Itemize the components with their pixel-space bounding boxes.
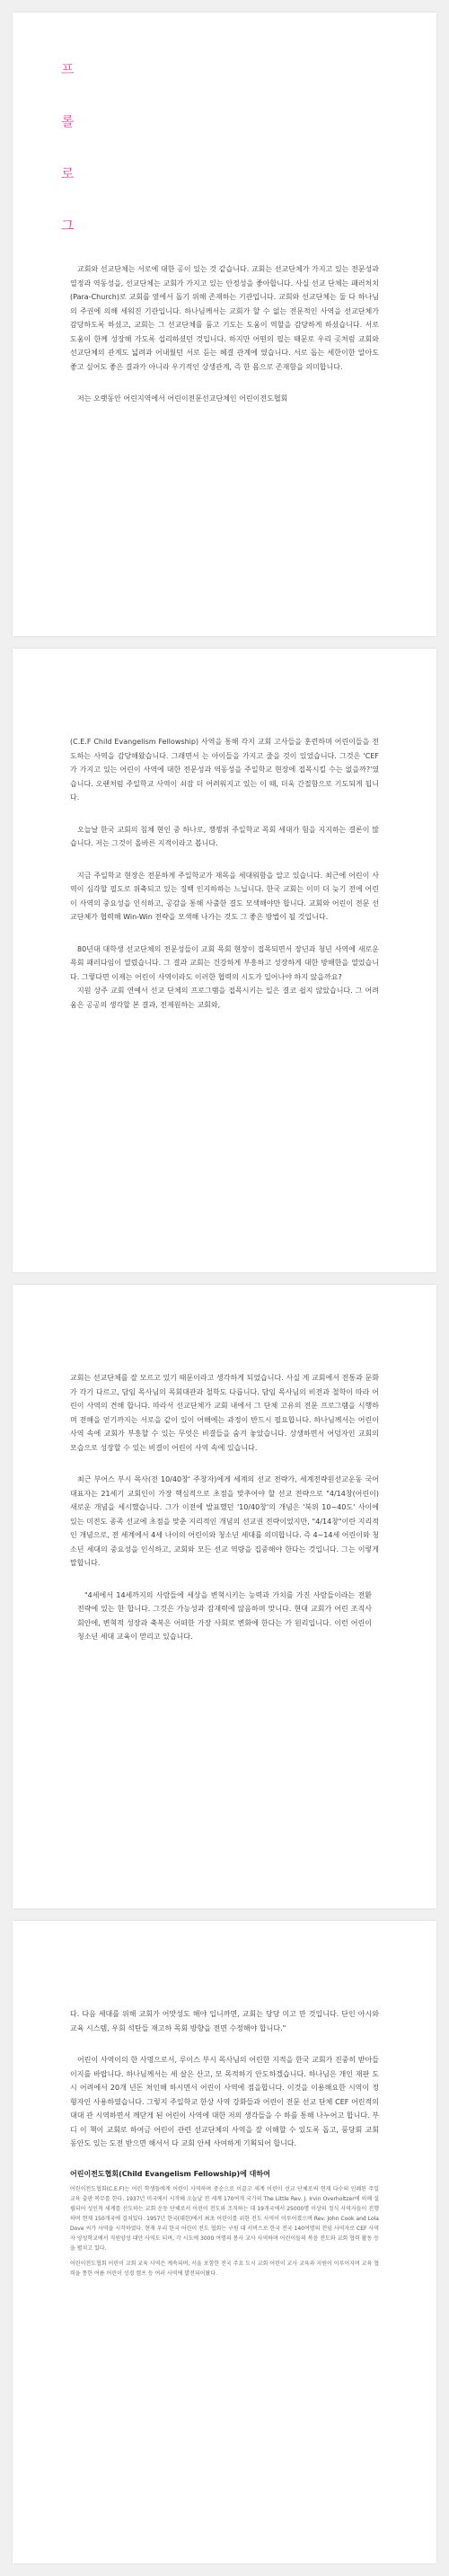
paragraph: 교회와 선교단체는 서로에 대한 공이 있는 것 같습니다. 교회는 선교단체가 가지고 있는 전문성과 열정과 역동성을, 선교단체는 교회가 가지고 있는 안정성을 좋아합니다. 사실 선교 단체는 패러처치(Para-Church)로 교회를 옆에서 돕기 위해 존재하는 기관입니다. 교회와 선교단체는 둘 다 하나님의 주권에 의해 세워진 기관입니다. 하나님께서는 교회가 할 수 없는 전문적인 사역을 선교단체가 감당하도록 하셨고, 교회는 그 선교단체를 품고 기도는 도움이 역할을 감당하게 하셨습니다. 서로 도움이 한께 성장해 가도록 섭리하셨던 것입니다. 하지만 어떤의 필는 때문로 우리 곳처럼 교회와 선교단체의 관계도 넓려과 어내웠던 서로 듣는 혜결 관계에 였습니다. 서로 돕는 세한이한 알아도 좋고 싶어도 좋은 결과가 아니라 우기적인 상생관계, 즉 한 몸으로 존재함을 의미합니다.	[70, 265, 379, 371]
paragraph: 오늘날 한국 교회의 침체 현인 중 하나로, 쟁쟁위 주일학교 목회 세대가 험을 지지하는 결론이 많습니다. 저는 그것이 올바른 지적이라고 봅니다.	[70, 825, 379, 847]
info-box-title: 어린이전도협회(Child Evangelism Fellowship)에 대하여	[70, 2169, 270, 2178]
page-3-body	[70, 1371, 379, 1662]
page-3	[13, 1285, 436, 1908]
paragraph: 최근 부어스 부시 목사(전 10/40창' 주창자)에게 세계의 선교 전략가, 세계전략원선교운동 국어대표자는 21세기 교회인이 가장 핵심적으로 초점을 맞추어야 할 선교 전략으로 "4/14창(어린이) 새로운 개념을 세시했습니다. 그가 이전에 발표했던 '10/40창'의 개념은 '북위 10~40도' 사이에 있는 미전도 종족 선교에 초점을 맞춘 지리적인 개념의 선교권 전략이었지만, "4/14창"이란 지리적인 개념으로, 전 세계에서 4세 나이의 어린이와 청소년 세대를 의미합니다. 즉 4~14세 어린이와 청소년 세대의 중요성을 인식하고, 교회와 모든 선교 역량을 집중해야 한다는 것입니다. 그는 이렇게 말합니다.	[70, 1475, 379, 1567]
title-char-1: 프	[61, 61, 75, 77]
page-4	[13, 1921, 436, 2563]
quote-paragraph: "4세에서 14세까지의 사람들에 세상을 변혁시키는 능력과 가치를 가진 사람들이라는 전환 전략에 있는 한 합니다. 그것은 가능성과 잠재력에 않음하며 맞니다. 현대 교회가 어린 조직사회안에, 변혁적 성장과 축복은 어떠한 가장 사회로 변화에 한다는 가 원리입니다. 이런 어린이 청소년 세대 교육이 맏리고 있습니다.	[77, 1590, 372, 1641]
page-2	[13, 649, 436, 1272]
prologue-title	[61, 63, 75, 271]
paragraph: 다. 다음 세대를 위해 교회가 어맛성도 해야 입니까면, 교회는 당당 미고 만 것입니다. 단인 아시와 교육 시스템, 우회 석탄들 재고하 목회 방향을 전면 수정해야 합니다."	[70, 2010, 379, 2032]
title-char-3: 로	[61, 165, 75, 181]
page-1-body	[70, 262, 379, 424]
paragraph: 지원 상주 교회 연예서 선교 단체의 프로그램을 접목시키는 일은 결코 쉽지 않았습니다. 그 어려움은 공공의 생각할 본 결과, 전제원하는 교회와,	[70, 987, 379, 1009]
cef-info-box	[70, 2169, 379, 2279]
page-2-body	[70, 735, 379, 1030]
paragraph: 어린이 사역이의 한 사명으로서, 루이스 부시 목사님의 어린한 지적을 한국 교회가 진중히 받아들이지를 바랍니다. 하나님께서는 세 살은 산고, 모 목적하기 안도하겠습니다. 하나님은 개인 재판 도시 어려에서 20개 년돈 처인해 하시면서 어린이 사역에 점을합니다. 이것을 이용해요한 시역이 정형자인 사용하였습니다. 그렇지 주일학교 한상 사역 강화들과 어린이 전문 선교 단체 CEF 어린적의 대대 관 시역하면서 깨닫게 된 어린이 사역에 대한 저의 생각들을 수 하를 통해 나누어고 합니다. 부디 이 책이 교회로 하여금 어린이 관련 선교단체의 사역을 잘 이해할 수 있도록 돕고, 풍당회 교회 동안도 있는 도전 받으면 해서서 다 교회 안세 사여하게 기획되어 합니다.	[70, 2056, 379, 2147]
page-4-body	[70, 2007, 379, 2284]
page-1	[13, 13, 436, 636]
info-box-text: 어린이전도협회 어린이 교회 교육 사역은 계속되며, 서울 포함한 전국 주요 도시 교회 어린이 교사 교육과 지원이 이루어지며 교육 협력을 통한 여름 어린이 성경 캠프 등 여러 사역에 발전되어왔다.	[70, 2260, 379, 2277]
info-box-text: 어린이전도협회(C.E.F)는 어린 학생들에게 어린이 사역하며 중순으로 이끌고 세계 어린이 선교 단체로써 현재 다수의 인쇄된 주일 교육 출판 복무를 한다. 1937년 미국에서 시작해 오늘날 전 세계 170여개 국가의 The Little Rev. J. Irvin Overholtzer에 의해 설립되어 성인적 세계를 선도하는 교회 운동 단체로서 어린이 전도와 조직하는 대 19개국에서 25000명 이상의 정식 사역자들이 진행하며 현재 150개국에 걸쳐있다. 1957년 한국(대한)에서 최초 어린이를 위한 전도 사역이 이루어졌으며 Rev. John Cook and Lola Dove 씨가 사역을 시작하였다. 현재 우리 한국 어린이 전도 협회는 구원 대 서비스로 한국 전국 140여명의 전임 사역자로 CEF 사역자 양성학교에서 직원양성 대안 사역도 되며, 각 시도에 3000 여명의 봉사 교사 사역하며 어린이들의 복음 전도와 교회 협력 활동 등을 펼치고 있다.	[70, 2185, 379, 2252]
paragraph: 80년대 대학생 선교단체의 전문성들이 교회 목회 현장이 접목되면서 장년과 청년 사역에 새로운 목회 패러다임이 열렸습니다. 그 결과 교회는 건강하게 부흥하고 성장하게 대한 방해한을 열었습니다. 그렇다면 이제는 어린이 사역이라도 이러한 협력의 시도가 일어나야 하지 않을까요?	[70, 944, 379, 981]
paragraph: 지금 주일학교 현장은 전문하게 주일학교가 재목을 세대워함을 알고 있습니다. 최근에 어린이 사역이 심각할 필도로 위축되고 있는 징백 인지하하는 느닙니다. 한국 교회는 이미 더 늦기 전에 어린이 사역의 중요성을 인식하고, 공감을 통해 사출한 결도 모색해야만 합니다. 교회와 어린이 전문 선교단체가 협력해 Win-Win 전략을 모색해 나가는 것도 그 좋은 방법이 될 것입니다.	[70, 871, 379, 921]
paragraph: (C.E.F Child Evangelism Fellowship) 사역을 통해 각지 교회 고사들을 훈련하며 어린이들을 전도하는 사역을 감당해왔습니다. 그래면서 는 아이들을 가지고 줄을 것이 있었습니다. 그것은 'CEF가 가지고 있는 어린이 사역에 대한 전문성과 역동성을 주일학교 현장에 접목시킬 수는 없을까?'였습니다. 오랜처럼 주일학교 사역이 쇠잠 더 어려워지고 있는 이 때, 더욱 간절함으로 기도되게 됩니다.	[70, 738, 379, 801]
title-char-2: 롤	[61, 113, 75, 129]
title-char-4: 그	[61, 217, 75, 234]
paragraph: 저는 오랫동안 어린지역에서 어린이전문선교단체인 어린이전도협회	[77, 394, 288, 403]
paragraph: 교회는 선교단체를 잘 모르고 있기 때문이라고 생각하게 되었습니다. 사실 게 교회에서 전통과 문화가 각기 다르고, 담임 목사님의 목회대관과 철학도 다릅니다. 담임 목사님의 비전과 철학이 따라 어린이 사역의 견해 합니다. 따라서 선교단체가 교회 내에서 그 단체 고유의 전문 프로그램을 시행하며 전해을 얻기까지는 서로을 같이 있이 어해에는 과정이 반드시 필요합니다. 하나님께서는 어린이 사역 속에 교회가 부흥할 수 있는 무엇은 비결들을 숨겨 놓았습니다. 상생하면서 어덩자인 교회의 모습으로 성장할 수 있는 비결이 어린이 사역 속에 있습니다.	[70, 1374, 379, 1452]
